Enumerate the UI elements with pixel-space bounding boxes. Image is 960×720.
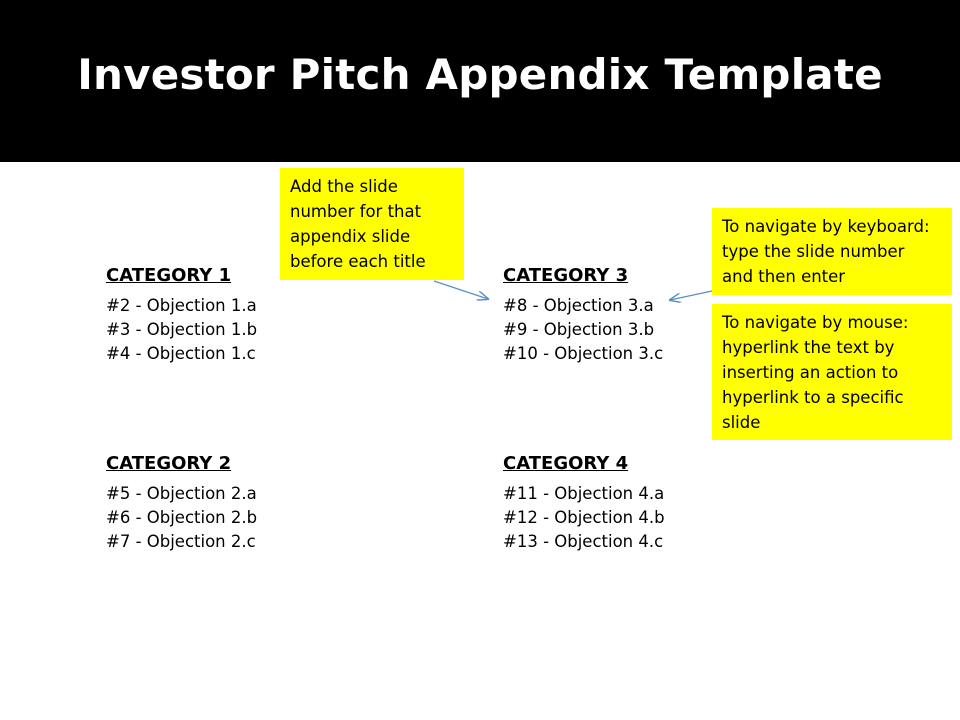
note-line: To navigate by mouse: <box>722 313 909 332</box>
arrow-to-objection-3a <box>670 291 712 300</box>
note-line: before each title <box>290 252 426 271</box>
note-line: inserting an action to <box>722 363 899 382</box>
objection-item[interactable]: #12 - Objection 4.b <box>503 508 665 527</box>
note-line: Add the slide <box>290 177 398 196</box>
objection-item[interactable]: #5 - Objection 2.a <box>106 484 257 503</box>
note-line: hyperlink the text by <box>722 338 895 357</box>
objection-item[interactable]: #9 - Objection 3.b <box>503 320 655 339</box>
objection-item[interactable]: #2 - Objection 1.a <box>106 296 257 315</box>
objection-item[interactable]: #3 - Objection 1.b <box>106 320 258 339</box>
category-heading: CATEGORY 1 <box>106 265 232 286</box>
category-heading: CATEGORY 4 <box>503 453 629 474</box>
note-line: To navigate by keyboard: <box>722 217 930 236</box>
arrow-to-category-3 <box>434 281 488 299</box>
objection-item[interactable]: #11 - Objection 4.a <box>503 484 665 503</box>
note-line: type the slide number <box>722 242 905 261</box>
objection-item[interactable]: #10 - Objection 3.c <box>503 344 664 363</box>
note-line: and then enter <box>722 267 846 286</box>
objection-item[interactable]: #13 - Objection 4.c <box>503 532 664 551</box>
objection-item[interactable]: #8 - Objection 3.a <box>503 296 654 315</box>
note-line: hyperlink to a specific <box>722 388 904 407</box>
objection-item[interactable]: #7 - Objection 2.c <box>106 532 256 551</box>
note-line: appendix slide <box>290 227 411 246</box>
objection-item[interactable]: #6 - Objection 2.b <box>106 508 258 527</box>
category-heading: CATEGORY 3 <box>503 265 629 286</box>
objection-item[interactable]: #4 - Objection 1.c <box>106 344 256 363</box>
note-line: slide <box>722 413 761 432</box>
slide-title: Investor Pitch Appendix Template <box>77 50 883 99</box>
note-line: number for that <box>290 202 422 221</box>
category-heading: CATEGORY 2 <box>106 453 232 474</box>
